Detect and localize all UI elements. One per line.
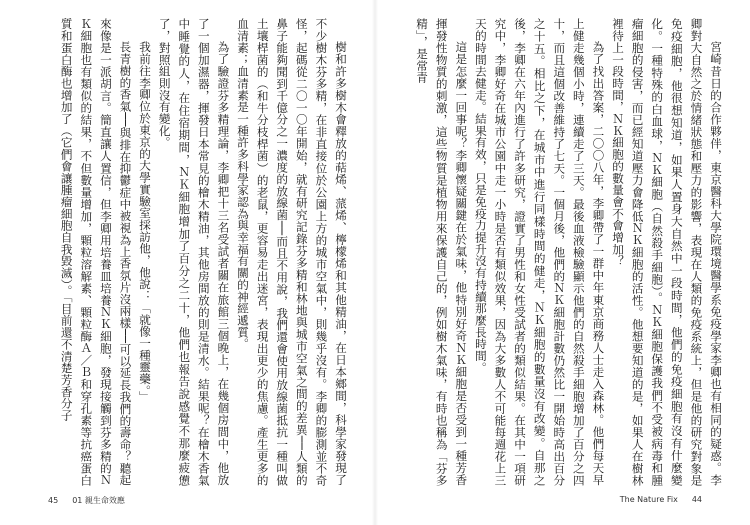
left-page-number: 45 (48, 496, 59, 505)
left-paragraph-2: 為了驗證芬多精理論，李卿把十三名受試者關在旅館三個晚上，在幾個房間中，他放了一個加濕器，揮發日本常見的檜木精油，其他房間放的則是清水。結果呢？在檜木香氣中睡覺的人，在住宿期間，ＮＫ細胞增加了百分之二十，他們也報告說感覺不那麼疲憊了，對照組則沒有變化。 (157, 18, 231, 486)
left-paragraph-4: 長青樹的香氣──與排在抑鬱症中被視為上香氛片沒兩樣──可以延長我們的壽命？聽起來像是一派胡言。簡直讓人置信，但李卿用培養皿培養ＮＫ細胞，發現接觸到芬多精的ＮＫ細胞也有類似的結果，不但數量增加，顆粒溶解素、顆粒酶Ａ／Ｂ和穿孔素等抗癌蛋白質和蛋白酶也增加了（它們會讓腫瘤細胞自我毀滅）。「目前還不清楚芳香分子 (59, 18, 133, 486)
right-footer (620, 495, 716, 504)
right-paragraph-3: 這是怎麼一回事呢？李卿懷疑關鍵在於氣味，他特別好奇ＮＫ細胞是否受到一種芳香揮發性物質的刺激，這些物質是植物用來保護自己的，例如樹木氣味，有時也稱為「芬多精」，是常青 (415, 18, 469, 486)
left-paragraph-1: 樹和許多樹木會釋放的萜烯、蒎烯、檸檬烯和其他精油，在日本鄉間，科學家發現了不少樹木芬多精，在非直接位於公園上方的城市空氣中，則幾乎沒有。李卿的膨測並不奇怪，起碼從二〇一〇年開始，就有研究記錄芬多精和林地與城市空氣之間的差異──人類的鼻子能夠聞到千億分之一濃度的放線菌──而且不用說，我們還會使用放線菌抵抗一種叫做土壤桿菌的（和牛分枝桿菌）的老鼠，更容易走出迷宮，表現出更少的焦慮。產生更多的血清素；血清素是一種許多科學家認為與幸福有關的神經遞質。 (236, 18, 348, 486)
right-paragraph-1: 宮崎昔日的合作夥伴，東京醫科大學院環境醫學系免疫學家李卿也有相同的疑惑。李卿對大自然之於情緒狀態和壓力的影響，表現在人類的免疫系統上，但是他的研究對象是免疫細胞，他很想知道，如果人置身大自然中一段時間，他們的免疫細胞有沒有什麼變化。一種特殊的白血球，ＮＫ細胞（自然殺手細胞）。ＮＫ細胞保護我們不受被病毒和腫瘤細胞的侵害，而已經知道壓力會降低ＮＫ細胞的活性。他想要知道的是，如果人在樹林裡待上一段時間，ＮＫ細胞的數量會不會增加？ (611, 18, 723, 486)
left-page-body (30, 18, 350, 486)
right-page-body (395, 18, 725, 486)
left-footer (34, 495, 125, 506)
left-running-head: 01 親生命效應 (72, 496, 125, 505)
right-running-head: The Nature Fix (619, 495, 678, 504)
right-paragraph-2: 為了找出答案，二〇〇八年，李卿帶了一群中年東京商務人士走入森林。他們每天早上健走幾個小時，連續走了三天。最後血液檢驗顯示他們的自然殺手細胞增加了百分之四十，而且這個改善維持了七天。一個月後，他們的ＮＫ細胞計數仍然比一開始時高出百分之十五。相比之下，在城市中進行同樣時間的健走，ＮＫ細胞的數量沒有改變。自那之後，李卿在六年內進行了許多研究，證實了男性和女性受試者的類似結果。在其中一項研究中，李卿好奇在城市公園中走一小時是否有類似效果，因為大多數人不可能每週花上三天的時間去健走。結果有效，只是免疫力提升沒有持續那麼長時間。 (473, 18, 606, 486)
right-page-number: 44 (691, 495, 702, 504)
left-paragraph-3: 我前往李卿位於東京的大學實驗室採訪他，他說：「就像一種靈藥。」 (138, 41, 153, 403)
right-page (375, 0, 750, 525)
